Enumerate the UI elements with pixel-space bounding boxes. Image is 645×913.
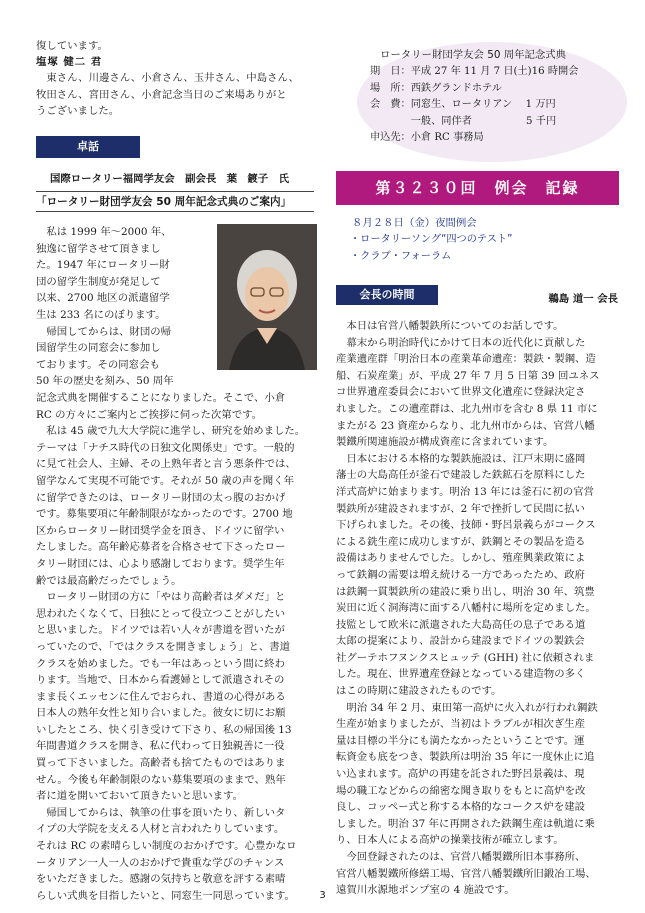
event-title: ロータリー財団学友会 50 周年記念式典 (380, 49, 567, 61)
text-line: 日本人の熟年女性と知り合いました。彼女に切にお願 (36, 707, 286, 720)
text-line: クラスを始めました。でも一年はあっという間に終わ (36, 657, 285, 670)
text-line: せん。今後も年齢制限のない募集要項のままで、熟年 (36, 773, 286, 786)
text-line: 幕末から明治時代にかけて日本の近代化に貢献した (346, 336, 586, 349)
text-line: 藩士の大島高任が釜石で建設した鉄鉱石を原料にした (336, 469, 586, 482)
thanks-paragraph (36, 70, 314, 120)
text-line: 国留学生の同窓会に参加し (36, 342, 161, 355)
text-line: 生は 233 名にのぼります。 (36, 308, 166, 321)
text-line: 良し、コッペー式と称する本格的なコークス炉を建設 (336, 801, 586, 814)
text-line: 太郎の提案により、設計から建設までドイツの製鉄会 (336, 635, 585, 648)
text-line: 日本における本格的な製鉄施設は、江戸末期に盛岡 (346, 452, 586, 465)
text-line: 製鐵所関連施設が構成資産に含まれています。 (336, 436, 554, 449)
text-line: 私は 1999 年〜2000 年、 (46, 226, 172, 238)
text-line: 設備はありませんでした。しかし、殖産興業政策によ (336, 552, 586, 565)
talk-body (36, 390, 316, 904)
text-line: イプの大学院を支える人材と言われたりしています。 (36, 823, 285, 836)
speaker-photo (217, 224, 317, 370)
previous-text-tail: 復しています。 (36, 40, 108, 52)
text-line: 量は目標の半分にも満たなかったということです。運 (336, 734, 585, 747)
text-line: れました。この遺産群は、北九州市を含む 8 県 11 市に (336, 402, 598, 415)
text-line: それは RC の素晴らしい制度のおかげです。心豊かなロ (36, 840, 297, 853)
talk-title: 「ロータリー財団学友会 50 周年記念式典のご案内」 (36, 191, 314, 212)
text-line: 産業遺産群「明治日本の産業革命遺産：製鉄・製鋼、造 (336, 353, 596, 366)
text-line: 帰国してからは、執筆の仕事を頂いたり、新しいタ (46, 806, 286, 819)
text-line: 船、石炭産業」が、平成 27 年 7 月 5 日第 39 回ユネス (336, 369, 600, 382)
text-line: 社グーテホフヌンクスヒュッテ (GHH) 社に依頼されま (336, 651, 595, 664)
event-detail-row: 会 費：同窓生、ロータリアン 1 万円 (370, 99, 556, 111)
speaker-portrait-icon (217, 224, 317, 370)
text-line: 今回登録されたのは、官営八幡製鐵所旧本事務所、 (346, 851, 586, 863)
text-line: と思いました。ドイツでは若い人々が書道を習いたが (36, 624, 285, 637)
text-line: 以来、2700 地区の派遣留学 (36, 292, 170, 305)
text-line: 思われたくなくて、日独にとって役立つことがしたい (36, 607, 285, 620)
text-line: 区からロータリー財団奨学金を頂き、ドイツに留学い (36, 524, 285, 537)
text-line: 遠賀川水源地ポンプ室の 4 施設です。 (336, 884, 515, 897)
meeting-record-banner: 第３２３０回 例会 記録 (336, 171, 619, 205)
text-line: はこの時期に建設されたものです。 (336, 685, 502, 698)
text-line: 技監として欧米に派遣された大島高任の息子である道 (336, 618, 586, 631)
text-line: 製鉄所が建設されますが、2 年で挫折して民間に払い (336, 502, 585, 515)
president-talk-body (336, 318, 618, 899)
event-detail-row: 場 所：西鉄グランドホテル (370, 82, 502, 94)
text-line: 買って下さいました。高齢者も捨てたものではありま (36, 757, 286, 770)
text-line: 本日は官営八幡製鉄所についてのお話しです。 (346, 320, 564, 332)
program-item: ・ロータリーソング“四つのテスト” (350, 234, 513, 245)
program-item: ・クラブ・フォーラム (350, 251, 452, 262)
text-line: タリー財団には、心より感謝しております。奨学生年 (36, 557, 285, 570)
program-list (350, 231, 610, 265)
section-label-talk: 卓話 (36, 136, 140, 158)
text-line: 下げられました。その後、技師・野呂景義らがコークス (336, 519, 596, 532)
text-line: って鉄鋼の需要は増え続ける一方であったため、政府 (336, 568, 585, 581)
event-detail-row: 申込先：小倉 RC 事務局 (370, 132, 484, 144)
text-line: は鉄鋼一貫製鉄所の建設に乗り出し、明治 30 年、筑豊 (336, 585, 595, 598)
text-line: いしたところ、快く引き受けて下さり、私の帰国後 13 (36, 723, 292, 736)
thanks-line: うございました。 (36, 105, 120, 118)
text-line: 齢では最高齢だったでしょう。 (36, 574, 182, 587)
text-line: 転資金も底をつき、製鉄所は明治 35 年に一度休止に追 (336, 751, 595, 764)
speaker-line: 国際ロータリー福岡学友会 副会長 葉 鍍子 氏 (50, 173, 289, 185)
text-line: テーマは「ナチス時代の日独文化関係史」です。一般的 (36, 441, 295, 454)
text-line: っていたので、「ではクラスを開きましょう」と、書道 (36, 640, 291, 653)
text-line: に見て社会人、主婦、その上熟年者と言う悪条件では、 (36, 458, 296, 471)
text-line: ております。その同窓会も (36, 358, 160, 371)
text-line: 者に道を開いておいて頂きたいと思います。 (36, 790, 243, 803)
text-line: 記念式典を開催することになりました。そこで、小倉 (36, 392, 286, 404)
text-line: た。1947 年にロータリー財 (36, 259, 170, 272)
text-line: による銑生産に成功しますが、鉄鋼とその製品を造る (336, 535, 586, 548)
text-line: 私は 45 歳で九大大学院に進学し、研究を始めました。 (46, 425, 306, 438)
text-line: をいただきました。感謝の気持ちと敬意を評する素晴 (36, 873, 286, 886)
text-line: り、日本人による高炉の操業技術が確立します。 (336, 834, 564, 847)
text-line: たしました。高年齢応募者を合格させて下さったロー (36, 541, 286, 554)
president-name: 鵜島 道一 会長 (548, 293, 618, 305)
text-line: ロータリー財団の方に「やはり高齢者はダメだ」と (46, 591, 286, 604)
text-line: い込まれます。高炉の再建を託された野呂景義は、現 (336, 768, 585, 781)
text-line: 炭田に近く洞海湾に面する八幡村に場所を定めました。 (336, 602, 596, 615)
text-line: 50 年の歴史を刻み、50 周年 (36, 375, 174, 388)
text-line: コ世界遺産委員会において世界文化遺産に登録決定さ (336, 386, 586, 399)
text-line: ータリアン一人一人のおかげで貴重な学びのチャンス (36, 856, 285, 869)
text-line: に留学できたのは、ロータリー財団の太っ腹のおかげ (36, 491, 286, 504)
text-line: 独逸に留学させて頂きまし (36, 242, 161, 255)
text-line: RC の方々にご案内とご挨拶に伺った次第です。 (36, 408, 263, 421)
text-line: した。現在、世界遺産登録となっている建造物の多く (336, 668, 586, 681)
text-line: 官営八幡製鐵所修繕工場、官営八幡製鐵所旧鍛冶工場、 (336, 867, 596, 880)
event-details (370, 64, 620, 147)
meeting-date: ８月２８日（金）夜間例会 (352, 217, 477, 229)
text-line: まま長くエッセンに住んでおられ、書道の心得がある (36, 690, 286, 703)
intro-narrow-text (36, 224, 216, 390)
page-number: 3 (319, 890, 326, 901)
text-line: 年間書道クラスを開き、私に代わって日独親善に一役 (36, 740, 285, 753)
event-detail-row: 一般、同伴者 5 千円 (370, 115, 557, 127)
thanks-line: 東さん、川邊さん、小倉さん、玉井さん、中島さん、 (46, 72, 299, 84)
text-line: 明治 34 年 2 月、東田第一高炉に火入れが行われ鋼鉄 (346, 701, 598, 714)
text-line: 洋式高炉に始まります。明治 13 年には釜石に初の官営 (336, 485, 594, 498)
text-line: です。募集要項に年齢制限がなかったのです。2700 地 (36, 508, 293, 521)
text-line: らしい式典を目指したいと、同窓生一同思っています。 (36, 889, 295, 902)
text-line: またがる 23 資産からなり、北九州市からは、官営八幡 (336, 419, 595, 432)
text-line: 生産が始まりましたが、当初はトラブルが相次ぎ生産 (336, 718, 585, 731)
text-line: 場の職工などからの綿密な聞き取りをもとに高炉を改 (336, 784, 586, 797)
president-time-label: 会長の時間 (336, 285, 438, 305)
signature: 塩塚 健二 君 (36, 56, 103, 68)
text-line: 留学なんて実現不可能です。それが 50 歳の声を聞く年 (36, 474, 294, 487)
text-line: ります。当地で、日本から看護婦として派遣されその (36, 674, 285, 687)
thanks-line: 牧田さん、宮田さん、小倉記念当日のご来場ありがと (36, 88, 287, 101)
text-line: 帰国してからは、財団の帰 (46, 325, 172, 338)
event-detail-row: 期 日：平成 27 年 11 月 7 日(土)16 時開会 (370, 66, 579, 77)
text-line: 団の留学生制度が発足して (36, 275, 161, 288)
text-line: しました。明治 37 年に再開された鉄鋼生産は軌道に乗 (336, 817, 595, 830)
